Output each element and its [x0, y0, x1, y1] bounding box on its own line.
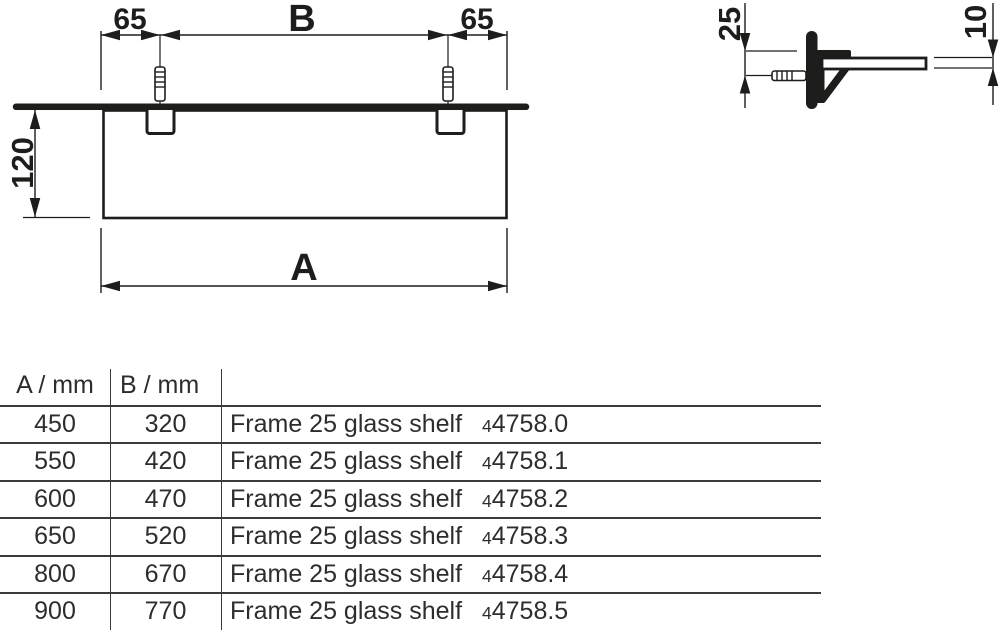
- article-main: 4758.3: [491, 522, 569, 551]
- article-main: 4758.2: [491, 484, 569, 513]
- arrowhead: [161, 30, 180, 41]
- table-header-row: [0, 366, 821, 407]
- cell-b: 320: [144, 409, 187, 438]
- article-prefix: 4: [482, 565, 492, 586]
- dim-label-120: 120: [5, 137, 40, 189]
- spec-table: [0, 366, 821, 630]
- wall-plate: [806, 31, 818, 109]
- cell-product-name: Frame 25 glass shelf: [230, 484, 463, 513]
- left-wall-anchor: [155, 67, 165, 101]
- article-main: 4758.5: [491, 597, 569, 626]
- table-row: [0, 482, 821, 520]
- table-row: [0, 594, 821, 630]
- side-wall-anchor: [772, 71, 806, 81]
- glass-shelf-side: [822, 58, 926, 69]
- cell-article-number: [482, 560, 568, 589]
- front-view: [5, 0, 526, 293]
- dim-label-25: 25: [712, 6, 747, 42]
- table-row: [0, 407, 821, 445]
- cell-article-number: [482, 597, 568, 626]
- arrowhead: [30, 198, 41, 217]
- height-dimension-120: [5, 110, 90, 218]
- cell-article-number: [482, 410, 568, 439]
- arrowhead: [488, 281, 507, 292]
- cell-b: 420: [144, 447, 187, 476]
- width-dimension-a: [101, 228, 507, 293]
- cell-b: 470: [144, 484, 187, 513]
- article-main: 4758.1: [491, 447, 569, 476]
- cell-product-name: Frame 25 glass shelf: [230, 597, 463, 626]
- left-bracket: [147, 107, 174, 134]
- table-row: [0, 557, 821, 595]
- cell-a: 800: [34, 559, 76, 588]
- table-row: [0, 519, 821, 557]
- arrowhead: [988, 68, 999, 86]
- arrowhead: [30, 110, 41, 129]
- thickness-dimension-10: [934, 3, 998, 105]
- dim-label-a: A: [290, 247, 318, 289]
- cell-a: 650: [34, 522, 76, 551]
- table-row: [0, 444, 821, 482]
- dim-label-10: 10: [958, 4, 993, 40]
- dim-label-b: B: [288, 0, 316, 40]
- table-column-divider: [221, 369, 223, 630]
- cell-article-number: [482, 485, 568, 514]
- column-header-a: A / mm: [16, 370, 94, 399]
- article-prefix: 4: [482, 490, 492, 511]
- cell-b: 670: [144, 559, 187, 588]
- dim-label-left-65: 65: [113, 3, 147, 36]
- arrowhead: [988, 40, 999, 58]
- article-main: 4758.4: [491, 559, 569, 588]
- cell-article-number: [482, 522, 568, 551]
- cell-a: 900: [34, 597, 76, 626]
- right-wall-anchor: [443, 67, 453, 101]
- article-prefix: 4: [482, 453, 492, 474]
- cell-article-number: [482, 447, 568, 476]
- cell-a: 550: [34, 447, 76, 476]
- dim-label-right-65: 65: [460, 3, 494, 36]
- article-prefix: 4: [482, 528, 492, 549]
- cell-a: 600: [34, 484, 76, 513]
- right-bracket: [437, 107, 464, 134]
- table-column-divider: [110, 369, 112, 630]
- side-view: [712, 3, 998, 109]
- column-header-b: B / mm: [120, 370, 200, 399]
- article-main: 4758.0: [491, 409, 569, 438]
- article-prefix: 4: [482, 415, 492, 436]
- cell-a: 450: [34, 409, 76, 438]
- arrowhead: [428, 30, 447, 41]
- cell-product-name: Frame 25 glass shelf: [230, 559, 463, 588]
- arrowhead: [740, 76, 751, 94]
- article-prefix: 4: [482, 603, 492, 624]
- cell-product-name: Frame 25 glass shelf: [230, 409, 463, 438]
- offset-dimension-25: [712, 3, 797, 108]
- cell-b: 520: [144, 522, 187, 551]
- cell-product-name: Frame 25 glass shelf: [230, 447, 463, 476]
- cell-b: 770: [144, 597, 187, 626]
- cell-product-name: Frame 25 glass shelf: [230, 522, 463, 551]
- bracket-top-bar: [816, 50, 851, 59]
- arrowhead: [101, 281, 120, 292]
